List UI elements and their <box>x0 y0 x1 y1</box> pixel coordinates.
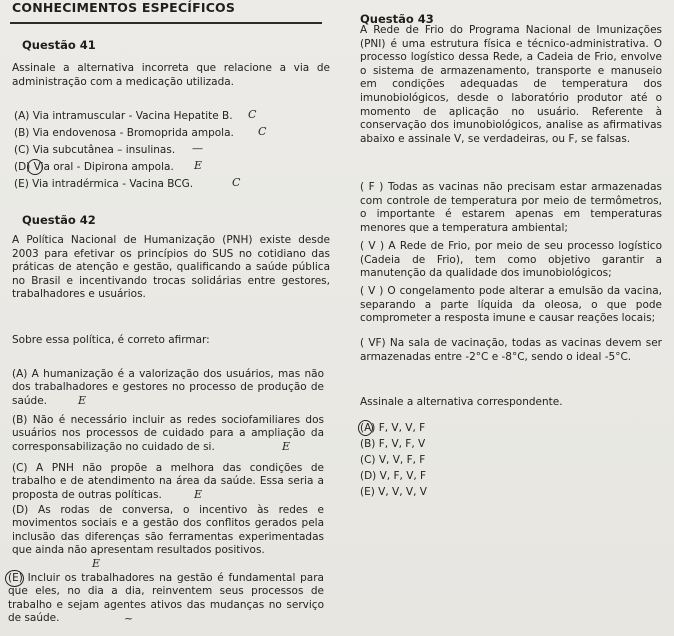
q41-title: Questão 41 <box>22 38 96 52</box>
q41-option-d[interactable]: (D) Via oral - Dipirona ampola. <box>14 161 174 173</box>
q41-stem: Assinale a alternativa incorreta que relacione a via de administração com a medicação utilizada. <box>12 62 330 88</box>
q42-mark-b: E <box>282 440 291 453</box>
q43-option-b[interactable]: (B) F, V, F, V <box>360 438 426 450</box>
section-header: CONHECIMENTOS ESPECÍFICOS <box>12 0 236 15</box>
q42-mark-e: ~ <box>124 612 134 625</box>
q42-option-d[interactable]: (D) As rodas de conversa, o incentivo às redes e movimentos sociais e a gestão dos conflitos gerados pela inclusão das diferenças são ferramentas experimentadas que ainda não apresentam resultados positivos. <box>12 504 324 557</box>
q42-mark-d: E <box>92 557 101 570</box>
q42-title: Questão 42 <box>22 213 96 227</box>
q43-option-e[interactable]: (E) V, V, V, V <box>360 486 427 498</box>
q43-option-c[interactable]: (C) V, V, F, F <box>360 454 426 466</box>
q41-option-b[interactable]: (B) Via endovenosa - Bromoprida ampola. <box>14 127 234 139</box>
q41-mark-d: E <box>194 159 203 172</box>
q42-option-e[interactable]: (E) Incluir os trabalhadores na gestão é fundamental para que eles, no dia a dia, reinventem seus processos de trabalho e sejam agentes ativos das mudanças no serviço de saúde. <box>8 572 324 625</box>
q43-option-d[interactable]: (D) V, F, V, F <box>360 470 427 482</box>
q41-mark-a: C <box>248 108 257 121</box>
q42-option-a[interactable]: (A) A humanização é a valorização dos usuários, mas não dos trabalhadores e gestores no processo de produção de saúde. <box>12 368 324 407</box>
q43-prompt: Assinale a alternativa correspondente. <box>360 396 563 408</box>
q43-title: Questão 43 <box>360 12 434 26</box>
q43-statement-3[interactable]: ( V ) O congelamento pode alterar a emulsão da vacina, separando a parte líquida da oleosa, o que pode comprometer a resposta imune e causar reações locais; <box>360 285 662 325</box>
q42-prompt: Sobre essa política, é correto afirmar: <box>12 334 210 346</box>
q42-mark-a: E <box>78 394 87 407</box>
q42-option-b[interactable]: (B) Não é necessário incluir as redes sociofamiliares dos usuários nos processos de cuidado para a ampliação da corresponsabilização no cuidado de si. <box>12 414 324 453</box>
q42-option-c[interactable]: (C) A PNH não propõe a melhora das condições de trabalho e de atendimento na área da saúde. Essa seria a proposta de outras políticas. <box>12 462 324 501</box>
q42-mark-c: E <box>194 488 203 501</box>
q43-option-a[interactable]: (A) F, V, V, F <box>360 422 426 434</box>
q41-option-c[interactable]: (C) Via subcutânea – insulinas. <box>14 144 176 156</box>
q43-stem: A Rede de Frio do Programa Nacional de Imunizações (PNI) é uma estrutura física e técnico-administrativa. O processo logístico dessa Rede, a Cadeia de Frio, envolve o sistema de armazenamento, transporte e manuseio em condições adequadas de temperatura dos imunobiológicos, desde o laboratório produtor até o momento de aplicação no usuário. Referente à conservação dos imunobiológicos, analise as afirmativas abaixo e assinale V, se verdadeiras, ou F, se falsas. <box>360 24 662 145</box>
q41-mark-e: C <box>232 176 241 189</box>
header-rule <box>10 22 322 24</box>
q41-option-a[interactable]: (A) Via intramuscular - Vacina Hepatite B. <box>14 110 233 122</box>
q41-mark-c: — <box>192 142 203 155</box>
q41-option-e[interactable]: (E) Via intradérmica - Vacina BCG. <box>14 178 194 190</box>
q43-statement-1[interactable]: ( F ) Todas as vacinas não precisam estar armazenadas com controle de temperatura por meio de termômetros, o importante é estarem apenas em temperaturas menores que a temperatura ambiental; <box>360 181 662 234</box>
q43-statement-2[interactable]: ( V ) A Rede de Frio, por meio de seu processo logístico (Cadeia de Frio), tem como objetivo garantir a manutenção da qualidade dos imunobiológicos; <box>360 240 662 280</box>
q43-statement-4[interactable]: ( VF) Na sala de vacinação, todas as vacinas devem ser armazenadas entre -2°C e -8°C, sendo o ideal -5°C. <box>360 337 662 363</box>
q42-stem: A Política Nacional de Humanização (PNH) existe desde 2003 para efetivar os princípios do SUS no cotidiano das práticas de atenção e gestão, qualificando a saúde pública no Brasil e incentivando trocas solidárias entre gestores, trabalhadores e usuários. <box>12 234 330 301</box>
q41-mark-b: C <box>258 125 267 138</box>
